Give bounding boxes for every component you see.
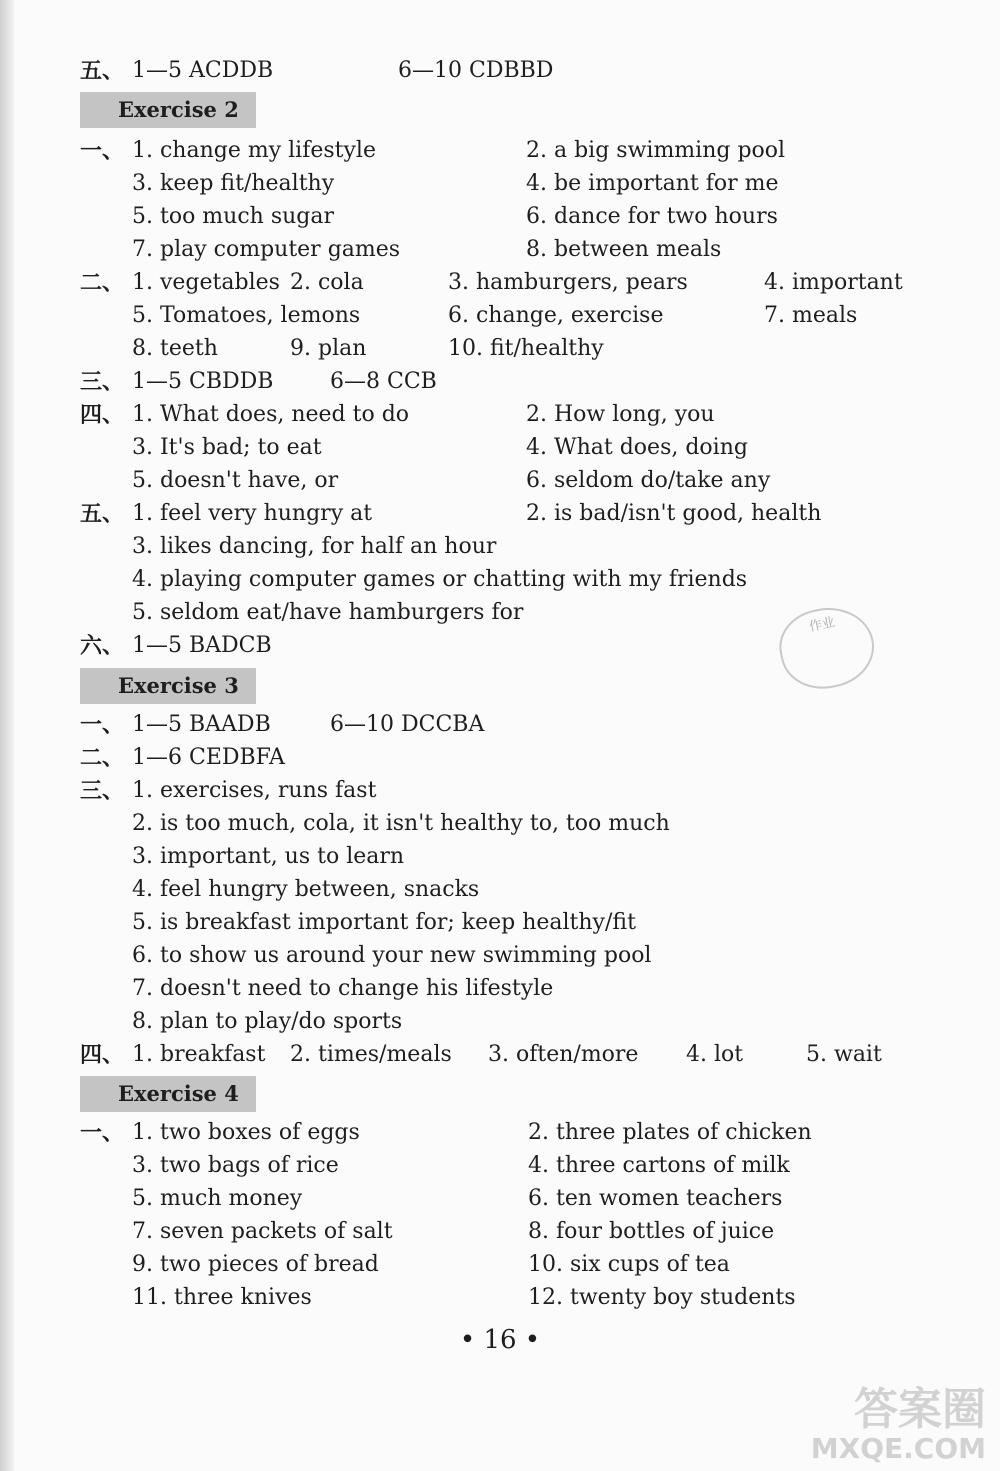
page-number: • 16 • [459, 1325, 541, 1355]
answer-item: 7. seven packets of salt [132, 1219, 393, 1244]
answer-item: 8. teeth [132, 336, 218, 361]
question-number: 一、 [80, 1120, 125, 1146]
answer-item: 12. twenty boy students [528, 1285, 796, 1310]
answer-item: 2. is bad/isn't good, health [526, 501, 822, 526]
watermark-url: MXQE.COM [810, 1432, 986, 1465]
answer-item: 6. ten women teachers [528, 1186, 783, 1211]
question-number: 六、 [80, 633, 125, 659]
question-number: 一、 [80, 712, 125, 738]
answer-item: 8. plan to play/do sports [132, 1009, 403, 1034]
answer-item: 1. feel very hungry at [132, 501, 373, 526]
answer-item: 6. seldom do/take any [526, 468, 771, 493]
answer-item: 5. is breakfast important for; keep healthy/fit [132, 910, 636, 935]
answer-item: 1. What does, need to do [132, 402, 410, 427]
answer-item: 5. Tomatoes, lemons [132, 303, 361, 328]
answer-item: 5. wait [806, 1042, 882, 1067]
watermark-logo-text: 答案圈 [854, 1384, 986, 1435]
answer-item: 4. What does, doing [526, 435, 748, 460]
exercise-header: Exercise 2 [80, 92, 256, 128]
answer-item: 1. exercises, runs fast [132, 778, 377, 803]
answer-item: 10. six cups of tea [528, 1252, 730, 1277]
answer-item: 6—8 CCB [330, 369, 437, 394]
answer-item: 1. breakfast [132, 1042, 266, 1067]
answer-item: 4. three cartons of milk [528, 1153, 790, 1178]
answer-item: 1. vegetables [132, 270, 280, 295]
answer-item: 5. much money [132, 1186, 303, 1211]
answer-item: 3. likes dancing, for half an hour [132, 534, 497, 559]
answer-item: 6. change, exercise [448, 303, 664, 328]
exercise-header: Exercise 3 [80, 668, 256, 704]
answer-item: 2. three plates of chicken [528, 1120, 812, 1145]
answer-item: 8. four bottles of juice [528, 1219, 775, 1244]
answer-item: 3. important, us to learn [132, 844, 405, 869]
answer-item: 2. is too much, cola, it isn't healthy to, too much [132, 811, 670, 836]
question-number: 四、 [80, 1042, 125, 1068]
exercise-header: Exercise 4 [80, 1076, 256, 1112]
answer-item: 3. It's bad; to eat [132, 435, 322, 460]
question-number: 一、 [80, 138, 125, 164]
answer-item: 6. dance for two hours [526, 204, 778, 229]
answer-item: 3. hamburgers, pears [448, 270, 688, 295]
answer-item: 4. feel hungry between, snacks [132, 877, 480, 902]
answer-item: 11. three knives [132, 1285, 312, 1310]
book-spine-shadow [0, 0, 14, 1471]
answer-item: 9. plan [290, 336, 367, 361]
answer-item: 2. cola [290, 270, 364, 295]
answer-item: 1. two boxes of eggs [132, 1120, 360, 1145]
answer-item: 3. two bags of rice [132, 1153, 339, 1178]
question-number: 二、 [80, 270, 125, 296]
answer-item: 8. between meals [526, 237, 722, 262]
answer-item: 2. How long, you [526, 402, 715, 427]
answer-item: 7. play computer games [132, 237, 401, 262]
answer-item: 1—6 CEDBFA [132, 745, 285, 770]
answer-item: 3. keep fit/healthy [132, 171, 335, 196]
answer-item: 6. to show us around your new swimming pool [132, 943, 652, 968]
answer-item: 9. two pieces of bread [132, 1252, 379, 1277]
answer-item: 1—5 ACDDB [132, 58, 274, 83]
answer-item: 1—5 BADCB [132, 633, 272, 658]
answer-item: 1—5 CBDDB [132, 369, 274, 394]
answer-item: 4. lot [686, 1042, 744, 1067]
site-watermark [810, 1386, 986, 1464]
answer-item: 5. doesn't have, or [132, 468, 339, 493]
answer-item: 4. be important for me [526, 171, 779, 196]
question-number: 五、 [80, 58, 125, 84]
answer-item: 4. important [764, 270, 903, 295]
question-number: 四、 [80, 402, 125, 428]
answer-item: 2. times/meals [290, 1042, 452, 1067]
answer-item: 6—10 CDBBD [398, 58, 554, 83]
answer-item: 6—10 DCCBA [330, 712, 485, 737]
answer-item: 7. doesn't need to change his lifestyle [132, 976, 554, 1001]
question-number: 三、 [80, 369, 125, 395]
question-number: 二、 [80, 745, 125, 771]
answer-item: 5. too much sugar [132, 204, 334, 229]
stamp-text: 作业 [807, 614, 837, 636]
answer-item: 4. playing computer games or chatting with my friends [132, 567, 748, 592]
answer-item: 3. often/more [488, 1042, 639, 1067]
answer-item: 1—5 BAADB [132, 712, 271, 737]
stamp-mark [773, 599, 882, 697]
question-number: 三、 [80, 778, 125, 804]
answer-item: 2. a big swimming pool [526, 138, 786, 163]
question-number: 五、 [80, 501, 125, 527]
answer-item: 7. meals [764, 303, 858, 328]
answer-item: 5. seldom eat/have hamburgers for [132, 600, 524, 625]
answer-item: 1. change my lifestyle [132, 138, 376, 163]
answer-item: 10. fit/healthy [448, 336, 604, 361]
